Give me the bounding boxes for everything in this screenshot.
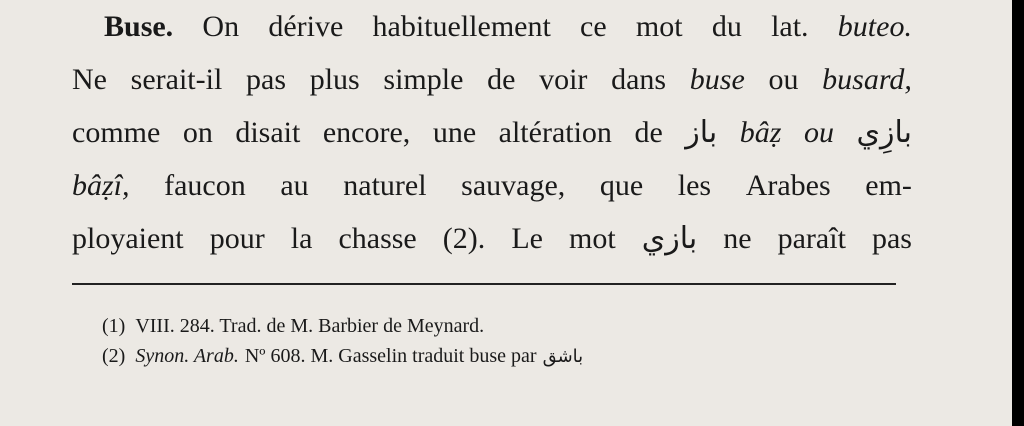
word: une <box>432 116 477 149</box>
body-paragraph <box>72 0 912 265</box>
word: Arabes <box>745 169 831 202</box>
word: Ne <box>72 63 107 96</box>
word: em- <box>865 169 912 202</box>
arabic-word: بازي <box>641 221 698 256</box>
word: que <box>599 169 644 202</box>
word: disait <box>235 116 301 149</box>
footnote <box>102 341 583 371</box>
word: bâẓ <box>739 116 782 149</box>
word: busard, <box>822 63 912 96</box>
arabic-word: بازِي <box>856 115 912 150</box>
word: ce <box>580 10 607 43</box>
word: dérive <box>268 10 344 43</box>
word: Le <box>511 222 543 255</box>
footnote-text: Synon. Arab. <box>135 345 239 367</box>
word: au <box>280 169 309 202</box>
word: la <box>290 222 313 255</box>
word: de <box>634 116 663 149</box>
word: pour <box>209 222 265 255</box>
text-line <box>72 212 912 265</box>
word: mot <box>635 10 683 43</box>
word: buteo. <box>837 10 912 43</box>
word: buse <box>689 63 745 96</box>
footnote-text: Nº 608. M. Gasselin traduit buse par <box>244 345 537 367</box>
word: On <box>202 10 240 43</box>
arabic-word: باشق <box>542 346 584 367</box>
word: comme <box>72 116 161 149</box>
word: dans <box>611 63 667 96</box>
word: chasse <box>338 222 417 255</box>
footnote <box>102 311 583 341</box>
word: altération <box>498 116 612 149</box>
word: faucon <box>164 169 246 202</box>
word: ne <box>723 222 752 255</box>
text-line <box>72 159 912 212</box>
word: encore, <box>322 116 411 149</box>
word: ou <box>804 116 834 149</box>
word: ou <box>768 63 799 96</box>
entry-headword: Buse. <box>104 10 174 43</box>
word: sauvage, <box>461 169 566 202</box>
word: bâẓî, <box>72 169 130 202</box>
text-line <box>72 0 912 53</box>
arabic-word: باز <box>685 115 718 150</box>
word: on <box>182 116 213 149</box>
word: de <box>487 63 516 96</box>
text-line <box>72 53 912 106</box>
word: naturel <box>343 169 427 202</box>
footnotes <box>102 311 583 371</box>
word: (2). <box>442 222 486 255</box>
text-line <box>72 106 912 159</box>
word: les <box>677 169 712 202</box>
footnote-number: (2) <box>102 345 126 367</box>
page-edge-shadow <box>1012 0 1024 426</box>
word: serait-il <box>130 63 223 96</box>
word: mot <box>569 222 616 255</box>
footnote-rule <box>72 283 896 285</box>
word: lat. <box>771 10 809 43</box>
word: simple <box>383 63 464 96</box>
footnote-text: VIII. 284. Trad. de M. Barbier de Meynard. <box>135 315 485 337</box>
word: pas <box>871 222 912 255</box>
word: voir <box>539 63 588 96</box>
word: ployaient <box>72 222 184 255</box>
word: du <box>711 10 742 43</box>
word: pas <box>246 63 286 96</box>
word: plus <box>309 63 360 96</box>
footnote-number: (1) <box>102 315 126 337</box>
word: paraît <box>777 222 846 255</box>
word: habituellement <box>372 10 551 43</box>
